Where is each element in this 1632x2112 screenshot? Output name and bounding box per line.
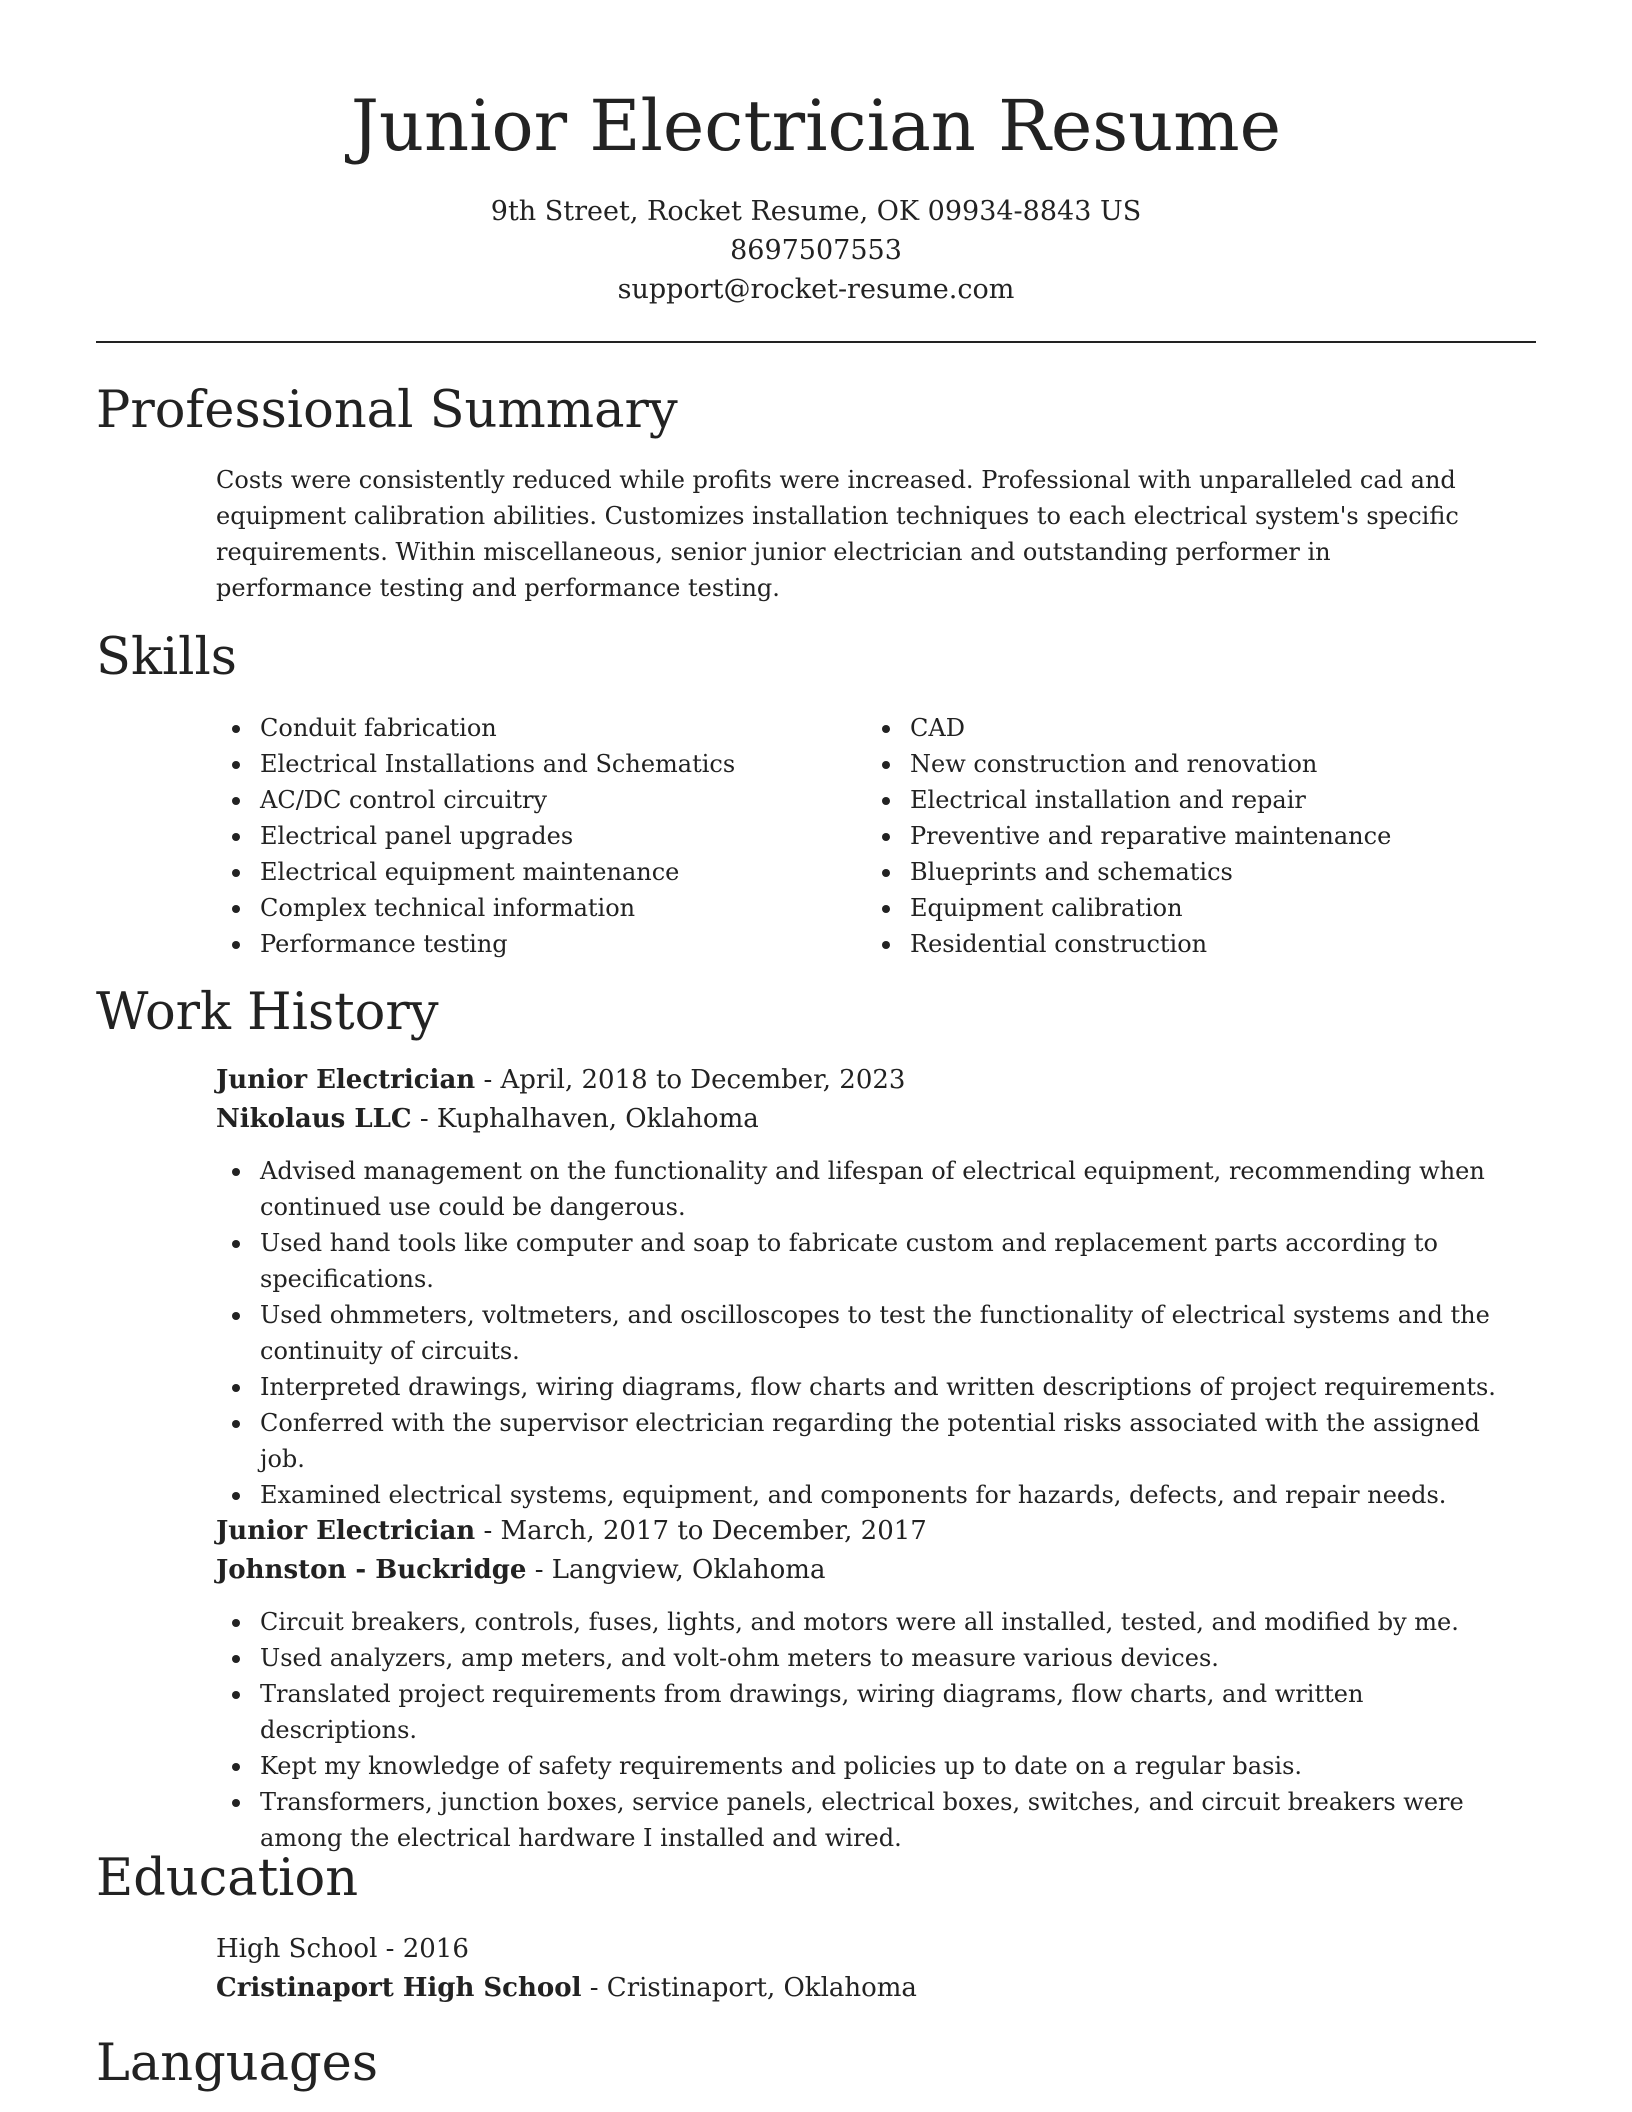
skills-heading: Skills <box>96 628 237 687</box>
list-item: Circuit breakers, controls, fuses, lights, and motors were all installed, tested, and modified by me. <box>216 1604 1516 1640</box>
summary-text: Costs were consistently reduced while profits were increased. Professional with unparalleled cad and equipment calibration abilities. Customizes installation techniques to each electrical system's specific requirements. Within miscellaneous, senior junior electrician and outstanding performer in performance testing and performance testing. <box>216 466 1459 602</box>
list-item: Advised management on the functionality and lifespan of electrical equipment, recommending when continued use could be dangerous. <box>216 1153 1516 1225</box>
header-divider <box>96 341 1536 343</box>
education-year: - 2016 <box>377 1934 469 1964</box>
job-dates: - April, 2018 to December, 2023 <box>475 1065 906 1095</box>
job-duties-list <box>216 1153 1516 1513</box>
education-school-line <box>216 1969 917 2008</box>
list-item: CAD <box>866 710 1486 746</box>
list-item: Used hand tools like computer and soap to fabricate custom and replacement parts according to specifications. <box>216 1225 1516 1297</box>
list-item: New construction and renovation <box>866 746 1486 782</box>
contact-info <box>0 192 1632 309</box>
job-entry <box>216 1512 1516 1856</box>
resume-header <box>0 0 1632 309</box>
list-item: Translated project requirements from drawings, wiring diagrams, flow charts, and written descriptions. <box>216 1676 1516 1748</box>
list-item: Conduit fabrication <box>216 710 836 746</box>
list-item: Conferred with the supervisor electrician regarding the potential risks associated with the assigned job. <box>216 1405 1516 1477</box>
job-duties-list <box>216 1604 1516 1856</box>
education-entry <box>216 1930 917 2008</box>
summary-heading: Professional Summary <box>96 381 678 440</box>
job-entry <box>216 1061 1516 1513</box>
list-item: Electrical equipment maintenance <box>216 854 836 890</box>
job-title: Junior Electrician <box>216 1065 476 1095</box>
list-item: Equipment calibration <box>866 890 1486 926</box>
list-item: Interpreted drawings, wiring diagrams, flow charts and written descriptions of project requirements. <box>216 1369 1516 1405</box>
list-item: Blueprints and schematics <box>866 854 1486 890</box>
list-item: Electrical panel upgrades <box>216 818 836 854</box>
job-title: Junior Electrician <box>216 1516 476 1546</box>
job-title-line <box>216 1061 1516 1100</box>
contact-address: 9th Street, Rocket Resume, OK 09934-8843 US <box>490 196 1142 227</box>
job-location: - Kuphalhaven, Oklahoma <box>411 1104 759 1134</box>
list-item: AC/DC control circuitry <box>216 782 836 818</box>
job-title-line <box>216 1512 1516 1551</box>
list-item: Residential construction <box>866 926 1486 962</box>
job-dates: - March, 2017 to December, 2017 <box>475 1516 927 1546</box>
job-company-line <box>216 1551 1516 1590</box>
skills-list-left <box>216 710 836 962</box>
contact-email: support@rocket-resume.com <box>617 274 1015 305</box>
education-degree-line <box>216 1930 917 1969</box>
list-item: Used ohmmeters, voltmeters, and oscilloscopes to test the functionality of electrical systems and the continuity of circuits. <box>216 1297 1516 1369</box>
list-item: Transformers, junction boxes, service panels, electrical boxes, switches, and circuit breakers were among the electrical hardware I installed and wired. <box>216 1784 1516 1856</box>
job-company-line <box>216 1100 1516 1139</box>
job-company: Nikolaus LLC <box>216 1104 412 1134</box>
list-item: Complex technical information <box>216 890 836 926</box>
list-item: Kept my knowledge of safety requirements and policies up to date on a regular basis. <box>216 1748 1516 1784</box>
contact-phone: 8697507553 <box>730 235 902 266</box>
education-school: Cristinaport High School <box>216 1973 582 2003</box>
list-item: Preventive and reparative maintenance <box>866 818 1486 854</box>
job-location: - Langview, Oklahoma <box>526 1555 826 1585</box>
education-heading: Education <box>96 1849 359 1908</box>
resume-title: Junior Electrician Resume <box>350 85 1282 167</box>
job-company: Johnston - Buckridge <box>216 1555 527 1585</box>
skills-list-right <box>866 710 1486 962</box>
education-location: - Cristinaport, Oklahoma <box>581 1973 917 2003</box>
list-item: Used analyzers, amp meters, and volt-ohm meters to measure various devices. <box>216 1640 1516 1676</box>
list-item: Electrical Installations and Schematics <box>216 746 836 782</box>
languages-heading: Languages <box>96 2034 379 2093</box>
list-item: Performance testing <box>216 926 836 962</box>
work-history-heading: Work History <box>96 983 439 1042</box>
education-degree: High School <box>216 1934 378 1964</box>
list-item: Examined electrical systems, equipment, and components for hazards, defects, and repair needs. <box>216 1477 1516 1513</box>
list-item: Electrical installation and repair <box>866 782 1486 818</box>
